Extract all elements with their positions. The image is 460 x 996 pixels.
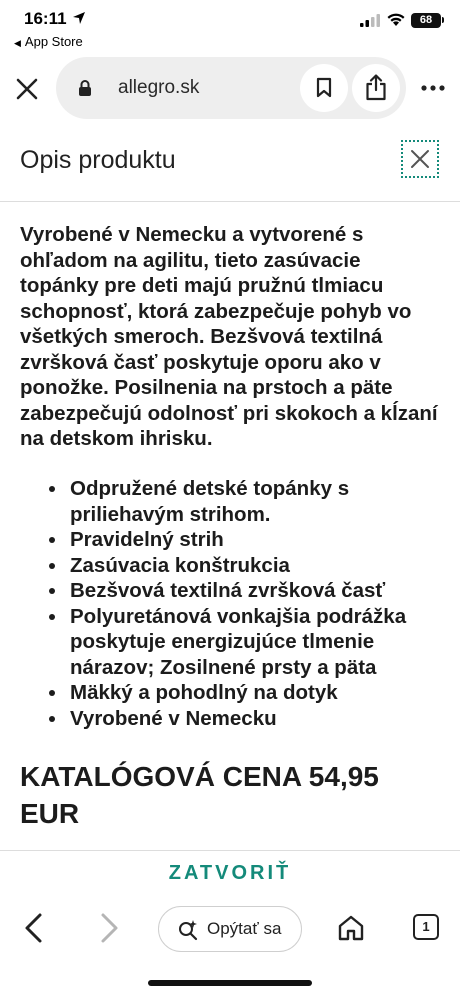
footer-divider (0, 850, 460, 851)
close-browser-icon[interactable] (14, 76, 40, 102)
home-indicator (148, 980, 312, 986)
ask-button[interactable] (158, 906, 302, 952)
sparkle-search-icon (177, 919, 199, 941)
catalog-price: KATALÓGOVÁ CENA 54,95 EUR (20, 761, 379, 829)
share-button[interactable] (352, 64, 400, 112)
back-arrow-icon[interactable] (22, 912, 46, 944)
zatvorit-button[interactable]: ZATVORIŤ (168, 862, 292, 884)
close-icon (410, 149, 430, 169)
ask-label: Opýtať sa (207, 919, 282, 938)
lock-icon (78, 79, 92, 97)
product-description: Vyrobené v Nemecku a vytvorené s ohľadom na agilitu, tieto zasúvacie topánky pre deti majú pružnú tlmiacu schopnosť, ktorá zabezpečuje pohyb vo všetkých smeroch. Bezšvová textilná zvršková časť poskytuje oporu ako v ponožke. Posilnenia na prstoch a päte zabezpečujú odolnosť pri skokoch a kĺzaní na detskom ihrisku. (20, 223, 438, 450)
battery-tip (442, 17, 444, 23)
home-icon[interactable] (337, 914, 365, 942)
forward-arrow-icon[interactable] (97, 912, 121, 944)
location-arrow-icon (72, 11, 86, 25)
feature-list (48, 476, 460, 731)
bookmark-icon (316, 77, 332, 98)
status-time: 16:11 (24, 9, 67, 28)
status-bar (0, 0, 460, 54)
back-to-app-link[interactable] (14, 34, 83, 49)
list-item: • Mäkký a pohodlný na dotyk (68, 680, 460, 706)
cellular-signal-icon (360, 14, 380, 27)
back-triangle-icon: ◀ (14, 38, 21, 48)
header-divider (0, 201, 460, 202)
url-text: allegro.sk (118, 77, 200, 98)
list-item: • Vyrobené v Nemecku (68, 706, 460, 732)
modal-close-button[interactable] (401, 140, 439, 178)
modal-title: Opis produktu (20, 146, 176, 174)
list-item: • Pravidelný strih (68, 527, 460, 553)
battery-icon: 68 (411, 13, 441, 28)
list-item: • Zasúvacia konštrukcia (68, 553, 460, 579)
more-options-icon[interactable] (420, 78, 446, 98)
url-bar[interactable] (56, 57, 406, 119)
list-item: • Polyuretánová vonkajšia podrážka poskytuje energizujúce tlmenie nárazov; Zosilnené prsty a päta (68, 604, 460, 681)
share-icon (365, 74, 387, 101)
bookmark-button[interactable] (300, 64, 348, 112)
list-item: • Odpružené detské topánky s priliehavým strihom. (68, 476, 460, 527)
wifi-icon (386, 12, 406, 27)
back-app-label: App Store (24, 34, 83, 49)
tabs-button[interactable]: 1 (413, 914, 439, 940)
list-item: • Bezšvová textilná zvršková časť (68, 578, 460, 604)
